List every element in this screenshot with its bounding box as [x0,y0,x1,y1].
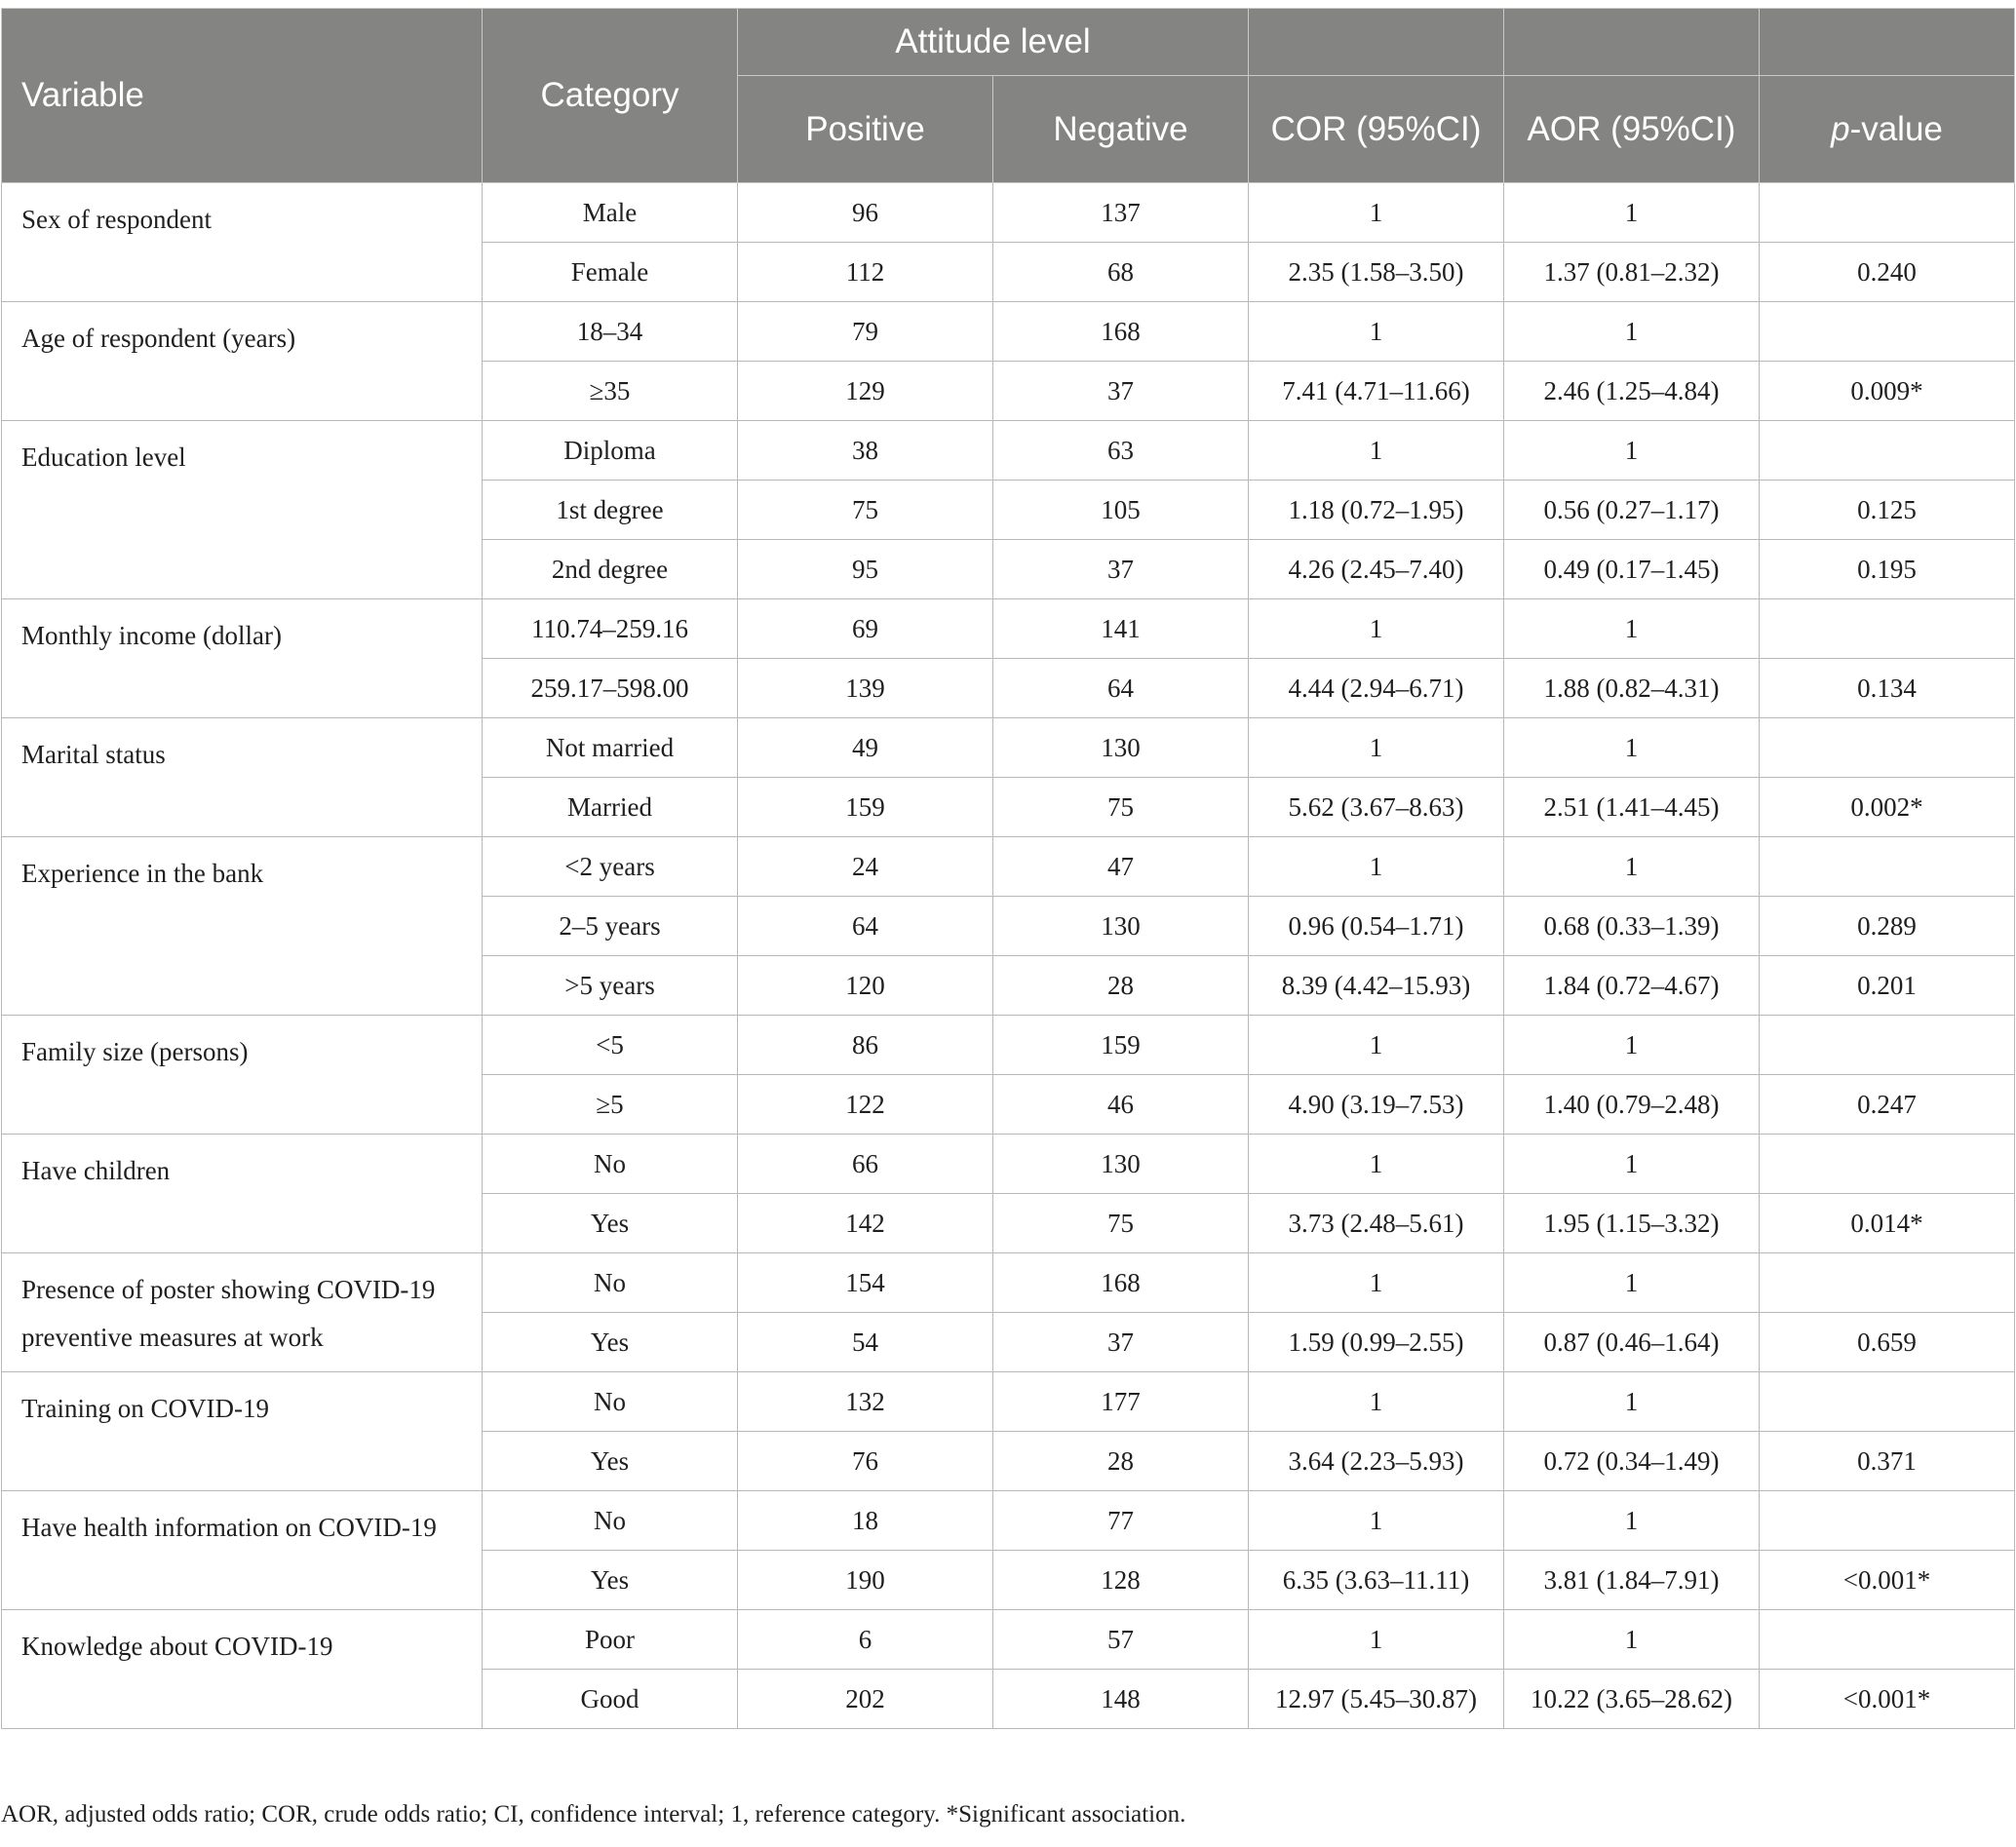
table-row [2,1610,2015,1670]
header-variable: Variable [2,9,483,183]
negative-count-cell: 148 [993,1670,1249,1729]
header-blank-cell [1760,9,2015,76]
cor-cell: 1 [1249,1253,1504,1313]
category-cell: No [483,1491,738,1551]
category-cell: Male [483,183,738,243]
p-value-cell: 0.659 [1760,1313,2015,1372]
table-row [2,599,2015,659]
category-cell: Diploma [483,421,738,481]
aor-cell: 0.68 (0.33–1.39) [1504,897,1760,956]
negative-count-cell: 130 [993,1135,1249,1194]
p-value-cell [1760,1491,2015,1551]
cor-cell: 6.35 (3.63–11.11) [1249,1551,1504,1610]
variable-cell: Experience in the bank [2,837,483,1016]
negative-count-cell: 64 [993,659,1249,718]
cor-cell: 3.73 (2.48–5.61) [1249,1194,1504,1253]
positive-count-cell: 69 [738,599,993,659]
aor-cell: 1 [1504,302,1760,362]
positive-count-cell: 202 [738,1670,993,1729]
aor-cell: 1 [1504,599,1760,659]
positive-count-cell: 132 [738,1372,993,1432]
p-italic: p [1831,109,1850,148]
table-row [2,1135,2015,1194]
positive-count-cell: 38 [738,421,993,481]
category-cell: Yes [483,1194,738,1253]
variable-cell: Sex of respondent [2,183,483,302]
p-value-cell: 0.134 [1760,659,2015,718]
table-row [2,718,2015,778]
header-blank-cell [1504,9,1760,76]
header-negative: Negative [993,76,1249,183]
cor-cell: 1.18 (0.72–1.95) [1249,481,1504,540]
cor-cell: 4.26 (2.45–7.40) [1249,540,1504,599]
positive-count-cell: 79 [738,302,993,362]
variable-cell: Presence of poster showing COVID-19 preventive measures at work [2,1253,483,1372]
aor-cell: 1.84 (0.72–4.67) [1504,956,1760,1016]
category-cell: Female [483,243,738,302]
category-cell: Yes [483,1551,738,1610]
positive-count-cell: 54 [738,1313,993,1372]
header-cor: COR (95%CI) [1249,76,1504,183]
p-value-cell: 0.195 [1760,540,2015,599]
aor-cell: 0.49 (0.17–1.45) [1504,540,1760,599]
table-row [2,183,2015,243]
category-cell: No [483,1372,738,1432]
category-cell: Yes [483,1313,738,1372]
negative-count-cell: 57 [993,1610,1249,1670]
negative-count-cell: 130 [993,897,1249,956]
p-value-cell: 0.247 [1760,1075,2015,1135]
category-cell: Poor [483,1610,738,1670]
positive-count-cell: 18 [738,1491,993,1551]
p-value-cell: 0.002* [1760,778,2015,837]
negative-count-cell: 77 [993,1491,1249,1551]
aor-cell: 1.88 (0.82–4.31) [1504,659,1760,718]
negative-count-cell: 47 [993,837,1249,897]
header-attitude-level: Attitude level [738,9,1249,76]
cor-cell: 1 [1249,1016,1504,1075]
header-p-value [1760,76,2015,183]
aor-cell: 1 [1504,1253,1760,1313]
p-value-cell [1760,718,2015,778]
aor-cell: 1.40 (0.79–2.48) [1504,1075,1760,1135]
positive-count-cell: 86 [738,1016,993,1075]
table-row [2,421,2015,481]
p-value-cell: 0.371 [1760,1432,2015,1491]
aor-cell: 0.72 (0.34–1.49) [1504,1432,1760,1491]
cor-cell: 1 [1249,599,1504,659]
positive-count-cell: 64 [738,897,993,956]
table-footnote: AOR, adjusted odds ratio; COR, crude odds ratio; CI, confidence interval; 1, reference category. *Significant association. [1,1801,1186,1828]
cor-cell: 1.59 (0.99–2.55) [1249,1313,1504,1372]
negative-count-cell: 141 [993,599,1249,659]
aor-cell: 1 [1504,1610,1760,1670]
aor-cell: 10.22 (3.65–28.62) [1504,1670,1760,1729]
p-value-cell [1760,1016,2015,1075]
cor-cell: 1 [1249,302,1504,362]
positive-count-cell: 142 [738,1194,993,1253]
p-value-cell [1760,1135,2015,1194]
positive-count-cell: 6 [738,1610,993,1670]
aor-cell: 0.87 (0.46–1.64) [1504,1313,1760,1372]
variable-cell: Marital status [2,718,483,837]
p-value-cell [1760,183,2015,243]
negative-count-cell: 37 [993,540,1249,599]
variable-cell: Have children [2,1135,483,1253]
header-positive: Positive [738,76,993,183]
p-value-cell [1760,1372,2015,1432]
aor-cell: 2.46 (1.25–4.84) [1504,362,1760,421]
positive-count-cell: 75 [738,481,993,540]
p-suffix: -value [1849,109,1943,148]
cor-cell: 12.97 (5.45–30.87) [1249,1670,1504,1729]
negative-count-cell: 28 [993,1432,1249,1491]
negative-count-cell: 68 [993,243,1249,302]
header-category: Category [483,9,738,183]
negative-count-cell: 105 [993,481,1249,540]
table-header [2,9,2015,183]
p-value-cell [1760,302,2015,362]
positive-count-cell: 112 [738,243,993,302]
category-cell: 1st degree [483,481,738,540]
aor-cell: 1 [1504,1491,1760,1551]
aor-cell: 1 [1504,421,1760,481]
negative-count-cell: 37 [993,362,1249,421]
aor-cell: 1.95 (1.15–3.32) [1504,1194,1760,1253]
cor-cell: 1 [1249,837,1504,897]
category-cell: Married [483,778,738,837]
positive-count-cell: 49 [738,718,993,778]
positive-count-cell: 120 [738,956,993,1016]
p-value-cell [1760,599,2015,659]
positive-count-cell: 76 [738,1432,993,1491]
variable-cell: Education level [2,421,483,599]
negative-count-cell: 63 [993,421,1249,481]
aor-cell: 3.81 (1.84–7.91) [1504,1551,1760,1610]
positive-count-cell: 159 [738,778,993,837]
table-row [2,1253,2015,1313]
table-row [2,1016,2015,1075]
positive-count-cell: 66 [738,1135,993,1194]
category-cell: 110.74–259.16 [483,599,738,659]
aor-cell: 2.51 (1.41–4.45) [1504,778,1760,837]
aor-cell: 1 [1504,1135,1760,1194]
positive-count-cell: 24 [738,837,993,897]
category-cell: 2nd degree [483,540,738,599]
aor-cell: 1 [1504,718,1760,778]
category-cell: ≥5 [483,1075,738,1135]
cor-cell: 4.44 (2.94–6.71) [1249,659,1504,718]
p-value-cell: <0.001* [1760,1670,2015,1729]
table-row [2,1372,2015,1432]
category-cell: No [483,1253,738,1313]
variable-cell: Monthly income (dollar) [2,599,483,718]
aor-cell: 1 [1504,1372,1760,1432]
variable-cell: Training on COVID-19 [2,1372,483,1491]
p-value-cell [1760,837,2015,897]
p-value-cell [1760,1253,2015,1313]
positive-count-cell: 96 [738,183,993,243]
negative-count-cell: 130 [993,718,1249,778]
aor-cell: 1 [1504,183,1760,243]
category-cell: Yes [483,1432,738,1491]
cor-cell: 1 [1249,1491,1504,1551]
variable-cell: Knowledge about COVID-19 [2,1610,483,1729]
cor-cell: 0.96 (0.54–1.71) [1249,897,1504,956]
p-value-cell: 0.014* [1760,1194,2015,1253]
category-cell: >5 years [483,956,738,1016]
positive-count-cell: 129 [738,362,993,421]
category-cell: <5 [483,1016,738,1075]
negative-count-cell: 159 [993,1016,1249,1075]
table-row [2,1491,2015,1551]
cor-cell: 1 [1249,718,1504,778]
cor-cell: 7.41 (4.71–11.66) [1249,362,1504,421]
category-cell: No [483,1135,738,1194]
p-value-cell: 0.125 [1760,481,2015,540]
negative-count-cell: 168 [993,302,1249,362]
p-value-cell: <0.001* [1760,1551,2015,1610]
positive-count-cell: 154 [738,1253,993,1313]
aor-cell: 1 [1504,1016,1760,1075]
cor-cell: 2.35 (1.58–3.50) [1249,243,1504,302]
p-value-cell: 0.201 [1760,956,2015,1016]
cor-cell: 1 [1249,1135,1504,1194]
table-row [2,837,2015,897]
header-aor: AOR (95%CI) [1504,76,1760,183]
cor-cell: 1 [1249,421,1504,481]
negative-count-cell: 137 [993,183,1249,243]
negative-count-cell: 28 [993,956,1249,1016]
aor-cell: 1 [1504,837,1760,897]
negative-count-cell: 168 [993,1253,1249,1313]
category-cell: Good [483,1670,738,1729]
cor-cell: 3.64 (2.23–5.93) [1249,1432,1504,1491]
negative-count-cell: 46 [993,1075,1249,1135]
aor-cell: 0.56 (0.27–1.17) [1504,481,1760,540]
p-value-cell [1760,421,2015,481]
table-row [2,302,2015,362]
header-blank-cell [1249,9,1504,76]
category-cell: 18–34 [483,302,738,362]
category-cell: <2 years [483,837,738,897]
p-value-cell: 0.009* [1760,362,2015,421]
category-cell: 2–5 years [483,897,738,956]
cor-cell: 4.90 (3.19–7.53) [1249,1075,1504,1135]
results-table [1,8,2015,1729]
variable-cell: Family size (persons) [2,1016,483,1135]
negative-count-cell: 177 [993,1372,1249,1432]
table-body [2,183,2015,1729]
positive-count-cell: 139 [738,659,993,718]
cor-cell: 5.62 (3.67–8.63) [1249,778,1504,837]
negative-count-cell: 37 [993,1313,1249,1372]
category-cell: 259.17–598.00 [483,659,738,718]
category-cell: ≥35 [483,362,738,421]
positive-count-cell: 190 [738,1551,993,1610]
positive-count-cell: 122 [738,1075,993,1135]
cor-cell: 1 [1249,1372,1504,1432]
aor-cell: 1.37 (0.81–2.32) [1504,243,1760,302]
p-value-cell [1760,1610,2015,1670]
variable-cell: Age of respondent (years) [2,302,483,421]
positive-count-cell: 95 [738,540,993,599]
cor-cell: 8.39 (4.42–15.93) [1249,956,1504,1016]
p-value-cell: 0.289 [1760,897,2015,956]
negative-count-cell: 128 [993,1551,1249,1610]
negative-count-cell: 75 [993,1194,1249,1253]
category-cell: Not married [483,718,738,778]
variable-cell: Have health information on COVID-19 [2,1491,483,1610]
p-value-cell: 0.240 [1760,243,2015,302]
cor-cell: 1 [1249,183,1504,243]
cor-cell: 1 [1249,1610,1504,1670]
negative-count-cell: 75 [993,778,1249,837]
